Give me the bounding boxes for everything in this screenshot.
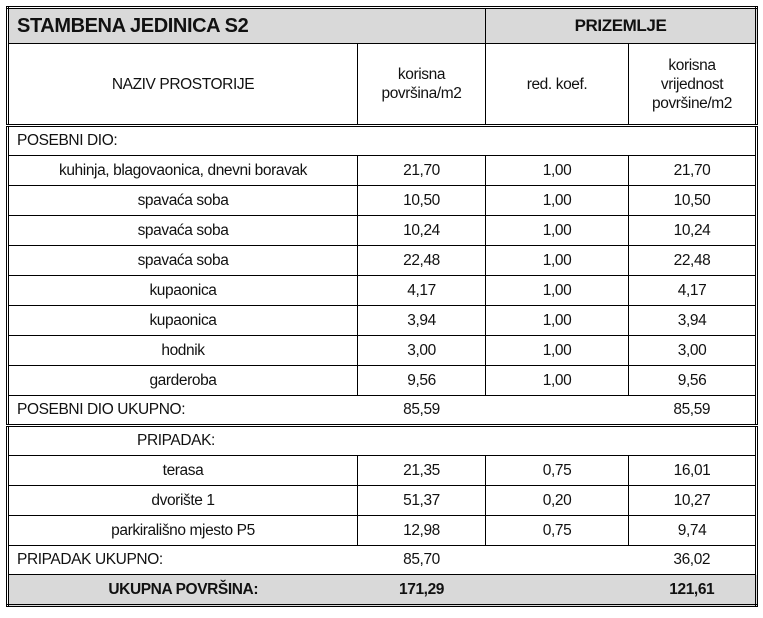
cell-area: 3,00 (358, 336, 486, 366)
table-row (8, 516, 757, 546)
cell-name: garderoba (8, 366, 358, 396)
subtotal-row-posebni (8, 396, 757, 426)
cell-name: dvorište 1 (8, 486, 358, 516)
cell-coef: 1,00 (486, 216, 629, 246)
section-label: POSEBNI DIO: (8, 126, 757, 156)
section-row-posebni (8, 126, 757, 156)
table-row (8, 336, 757, 366)
unit-title: STAMBENA JEDINICA S2 (8, 8, 486, 44)
cell-name: spavaća soba (8, 216, 358, 246)
subtotal-label: POSEBNI DIO UKUPNO: (8, 396, 358, 426)
table-row (8, 186, 757, 216)
subtotal-row-pripadak (8, 546, 757, 575)
cell-coef: 0,75 (486, 456, 629, 486)
grand-total-value: 121,61 (629, 575, 757, 606)
cell-name: parkirališno mjesto P5 (8, 516, 358, 546)
subtotal-label: PRIPADAK UKUPNO: (8, 546, 358, 575)
cell-area: 12,98 (358, 516, 486, 546)
subtotal-value: 36,02 (629, 546, 757, 575)
cell-coef: 1,00 (486, 336, 629, 366)
grand-total-area: 171,29 (358, 575, 486, 606)
cell-value: 9,74 (629, 516, 757, 546)
cell-area: 9,56 (358, 366, 486, 396)
cell-value: 10,24 (629, 216, 757, 246)
subtotal-value: 85,59 (629, 396, 757, 426)
cell-coef: 0,75 (486, 516, 629, 546)
cell-value: 3,94 (629, 306, 757, 336)
cell-value: 4,17 (629, 276, 757, 306)
section-row-pripadak (8, 426, 757, 456)
table-row (8, 306, 757, 336)
header-name: NAZIV PROSTORIJE (8, 44, 358, 126)
cell-name: hodnik (8, 336, 358, 366)
cell-area: 21,35 (358, 456, 486, 486)
section-label: PRIPADAK: (8, 426, 757, 456)
cell-area: 10,50 (358, 186, 486, 216)
header-row (8, 44, 757, 126)
subtotal-area: 85,59 (358, 396, 486, 426)
table-row (8, 366, 757, 396)
cell-name: kupaonica (8, 276, 358, 306)
empty-cell (486, 396, 629, 426)
cell-coef: 1,00 (486, 186, 629, 216)
cell-area: 4,17 (358, 276, 486, 306)
cell-value: 9,56 (629, 366, 757, 396)
cell-area: 51,37 (358, 486, 486, 516)
cell-name: spavaća soba (8, 186, 358, 216)
area-table (6, 6, 758, 607)
cell-area: 3,94 (358, 306, 486, 336)
cell-coef: 1,00 (486, 306, 629, 336)
header-value: korisna vrijednost površine/m2 (629, 44, 757, 126)
cell-area: 10,24 (358, 216, 486, 246)
title-row (8, 8, 757, 44)
cell-value: 3,00 (629, 336, 757, 366)
cell-name: kuhinja, blagovaonica, dnevni boravak (8, 156, 358, 186)
cell-area: 22,48 (358, 246, 486, 276)
header-area: korisna površina/m2 (358, 44, 486, 126)
cell-coef: 1,00 (486, 246, 629, 276)
empty-cell (486, 575, 629, 606)
table-row (8, 216, 757, 246)
cell-value: 22,48 (629, 246, 757, 276)
cell-name: terasa (8, 456, 358, 486)
cell-value: 21,70 (629, 156, 757, 186)
cell-area: 21,70 (358, 156, 486, 186)
header-coef: red. koef. (486, 44, 629, 126)
table-row (8, 246, 757, 276)
table-row (8, 486, 757, 516)
grand-total-label: UKUPNA POVRŠINA: (8, 575, 358, 606)
table-row (8, 456, 757, 486)
empty-cell (486, 546, 629, 575)
cell-name: kupaonica (8, 306, 358, 336)
cell-value: 10,27 (629, 486, 757, 516)
cell-name: spavaća soba (8, 246, 358, 276)
table-row (8, 276, 757, 306)
grand-total-row (8, 575, 757, 606)
cell-coef: 1,00 (486, 156, 629, 186)
table-row (8, 156, 757, 186)
cell-value: 10,50 (629, 186, 757, 216)
cell-coef: 0,20 (486, 486, 629, 516)
cell-value: 16,01 (629, 456, 757, 486)
cell-coef: 1,00 (486, 276, 629, 306)
cell-coef: 1,00 (486, 366, 629, 396)
floor-label: PRIZEMLJE (486, 8, 757, 44)
subtotal-area: 85,70 (358, 546, 486, 575)
